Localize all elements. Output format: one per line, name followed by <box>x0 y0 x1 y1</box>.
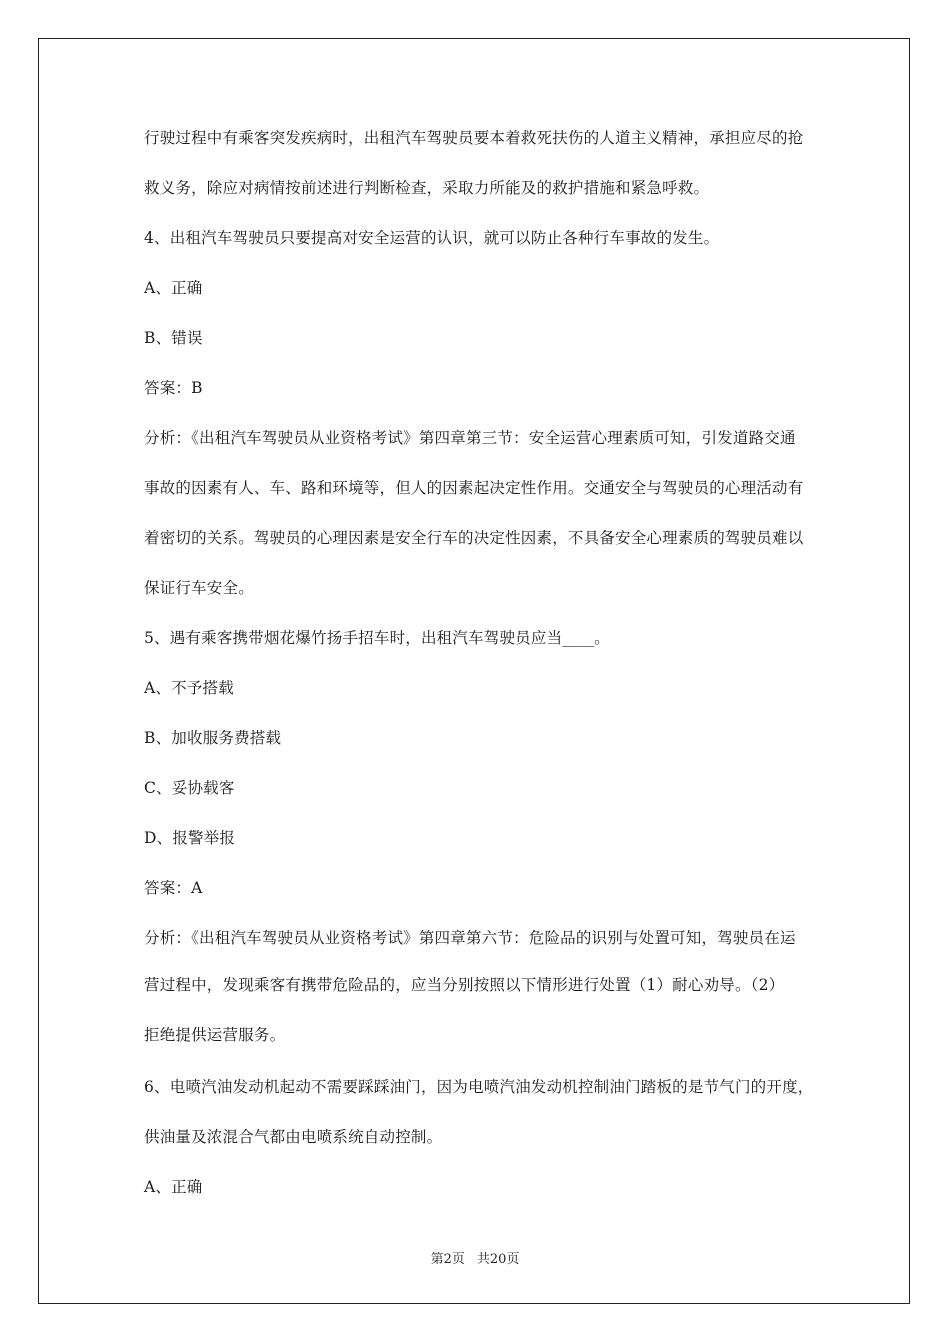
page-number: 第2页 <box>430 1252 465 1267</box>
option-d: D、报警举报 <box>144 829 236 847</box>
option-a: A、正确 <box>144 1178 203 1196</box>
analysis-line: 事故的因素有人、车、路和环境等，但人的因素起决定性作用。交通安全与驾驶员的心理活动有 <box>144 479 804 497</box>
answer: 答案：B <box>144 379 203 397</box>
question-6: 6、电喷汽油发动机起动不需要踩踩油门，因为电喷汽油发动机控制油门踏板的是节气门的开度， <box>144 1078 814 1096</box>
answer: 答案：A <box>144 879 203 897</box>
text-line: 供油量及浓混合气都由电喷系统自动控制。 <box>144 1128 443 1146</box>
analysis-line: 营过程中，发现乘客有携带危险品的，应当分别按照以下情形进行处置（1）耐心劝导。（2） <box>144 976 785 994</box>
option-b: B、错误 <box>144 329 203 347</box>
analysis-line: 拒绝提供运营服务。 <box>144 1026 286 1044</box>
analysis-line: 分析：《出租汽车驾驶员从业资格考试》第四章第三节：安全运营心理素质可知，引发道路交通 <box>144 429 796 447</box>
option-b: B、加收服务费搭载 <box>144 729 282 747</box>
text-line: 行驶过程中有乘客突发疾病时，出租汽车驾驶员要本着救死扶伤的人道主义精神，承担应尽的抢 <box>144 129 804 147</box>
analysis-line: 着密切的关系。驾驶员的心理因素是安全行车的决定性因素，不具备安全心理素质的驾驶员难以 <box>144 529 804 547</box>
page-total: 共20页 <box>476 1252 520 1267</box>
option-a: A、不予搭载 <box>144 679 234 697</box>
text-line: 救义务，除应对病情按前述进行判断检查，采取力所能及的救护措施和紧急呼救。 <box>144 179 710 197</box>
question-5: 5、遇有乘客携带烟花爆竹扬手招车时，出租汽车驾驶员应当____。 <box>144 629 610 647</box>
analysis-line: 分析：《出租汽车驾驶员从业资格考试》第四章第六节：危险品的识别与处置可知，驾驶员在运 <box>144 929 796 947</box>
option-a: A、正确 <box>144 279 203 297</box>
analysis-line: 保证行车安全。 <box>144 579 254 597</box>
page-footer <box>0 1248 950 1267</box>
option-c: C、妥协载客 <box>144 779 235 797</box>
question-4: 4、出租汽车驾驶员只要提高对安全运营的认识，就可以防止各种行车事故的发生。 <box>144 229 720 247</box>
